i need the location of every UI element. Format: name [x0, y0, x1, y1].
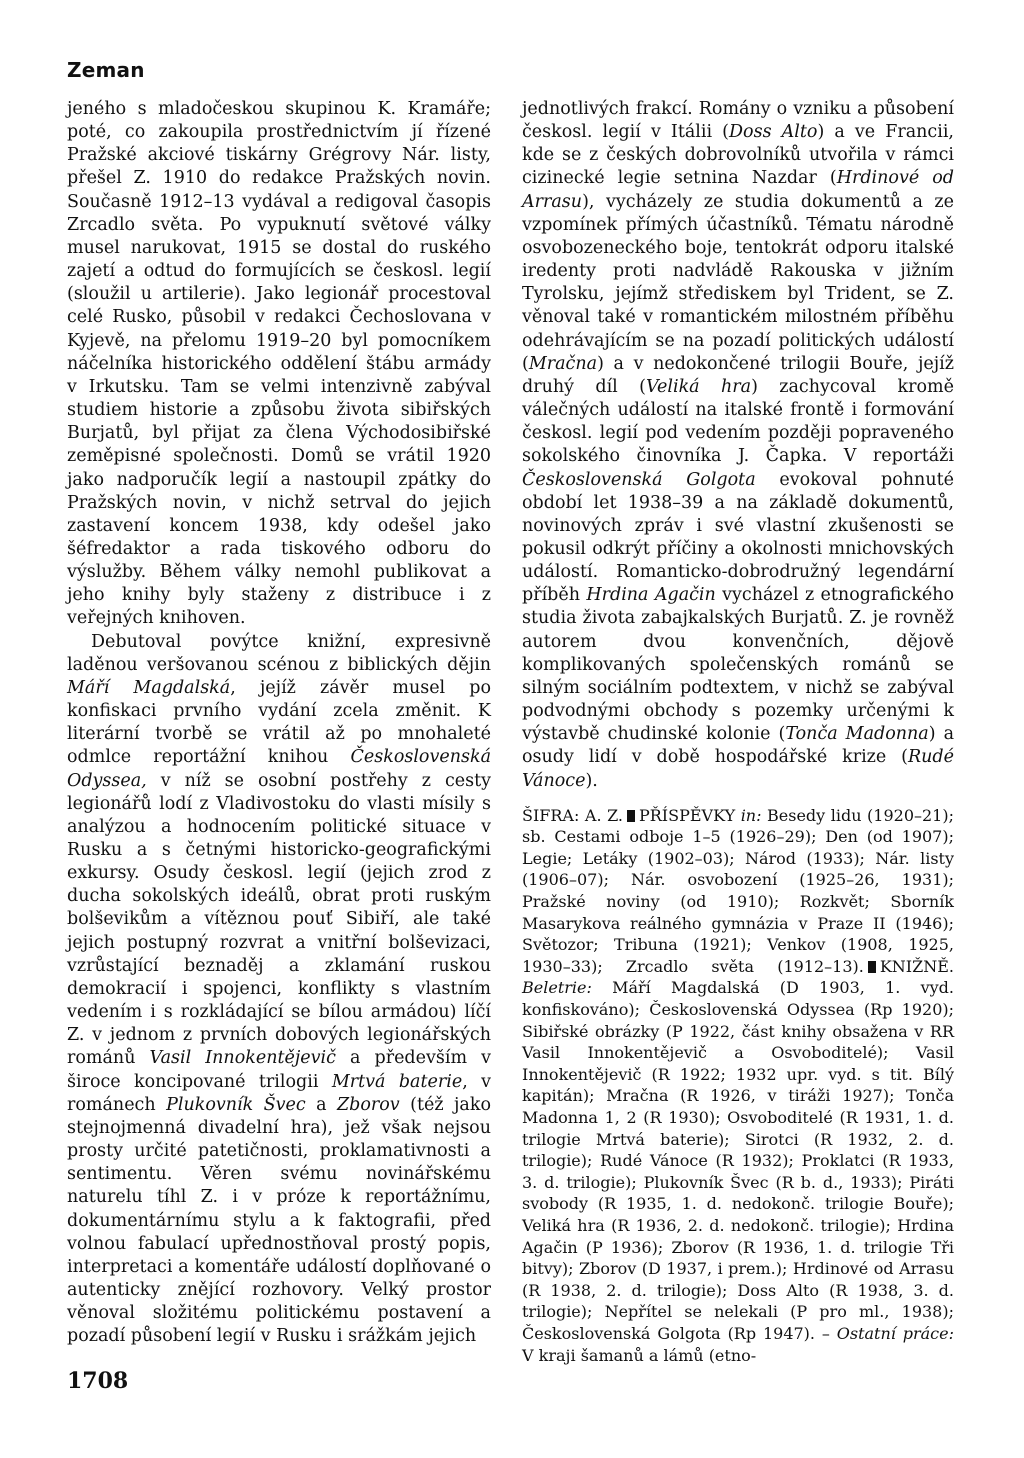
text-run: v níž se osobní postřehy z cesty legionářů lodí z Vladivostoku do vlasti mísily s analýzou a hodnocením politické situace v Rusku a s četnými historicko-geografickými exkursy. Osudy českosl. legií (jejich zrod z ducha sokolských ideálů, obrat proti ruským bolševikům a vítěznou pouť Sibiří, ale také jejich postupný rozvrat a vnitřní bolševizaci, vzrůstající beznaděj a zklamání ruskou demokracií i spojenci, konflikty s vlastním vedením i s rozkládající se bílou armádou) líčí Z. v jednom z prvních dobových legionářských románů [67, 770, 491, 1069]
text-run: ) a v nedokončené trilogii Bouře, jejíž druhý díl ( [522, 353, 954, 397]
text-run: a především v široce koncipované trilogii [67, 1048, 491, 1092]
italic-text: Hrdinové od Arrasu [522, 168, 954, 212]
italic-text: Hrdina Agačin [586, 585, 716, 606]
running-head: Zeman [67, 58, 145, 82]
italic-text: Doss Alto [729, 122, 818, 143]
text-run: ) a ve Francii, kde se z českých dobrovolníků utvořila v rámci cizinecké legie setnina Nazdar ( [522, 122, 954, 189]
italic-text: Vasil Innokentějevič [149, 1048, 336, 1069]
italic-text: Beletrie: [522, 978, 592, 998]
text-run: evokoval pohnuté období let 1938–39 a na základě dokumentů, novinových zpráv i své vlastní zkušenosti se pokusil odkrýt příčiny a okolnosti mnichovských událostí. Romanticko-dobrodružný legendární příběh [522, 469, 954, 606]
italic-text: Ostatní práce: [836, 1323, 954, 1343]
italic-text: Mrtvá baterie [331, 1071, 463, 1092]
italic-text: Rudé Vánoce [522, 747, 954, 791]
text-run: KNIŽNĚ. [879, 956, 954, 976]
italic-text: Máří Magdalská [67, 677, 231, 698]
left-column [67, 98, 491, 1348]
text-run: (též jako stejnojmenná divadelní hra), jež však nejsou prosty určité patetičnosti, proklamativnosti a sentimentu. Věren svému novinářskému naturelu tíhl Z. i v próze k reportážnímu, dokumentárnímu stylu a k faktografii, před volnou fabulací upřednostňoval prostý popis, interpretaci a komentáře událostí doplňované o autenticky znějící rozhovory. Velký prostor věnoval složitému politickému postavení a pozadí působení legií v Rusku i srážkám jejich [67, 1094, 491, 1347]
italic-text: Plukovník Švec [166, 1094, 306, 1115]
text-run: ), vycházely ze studia dokumentů a ze vzpomínek přímých účastníků. Tématu národně osvobozeneckého boje, tentokrát odporu italské iredenty proti nadvládě Rakouska v jižním Tyrolsku, jejímž střediskem byl Trident, se Z. věnoval také v romantickém milostném příběhu odehrávajícím se na pozadí politických událostí ( [522, 191, 954, 374]
text-run: jednotlivých frakcí. Romány o vzniku a působení českosl. legií v Itálii ( [522, 99, 954, 143]
italic-text: Veliká hra [645, 376, 752, 397]
text-run: , jejíž závěr musel po konfiskaci prvního vydání zcela změnit. K literární tvorbě se vrátil až po mnohaleté odmlce reportážní knihou [67, 677, 491, 768]
italic-text: in: [740, 805, 762, 825]
italic-text: Československá Golgota [522, 469, 756, 490]
section-marker-icon [627, 810, 635, 822]
right-column [522, 98, 954, 1366]
page-number: 1708 [67, 1368, 129, 1394]
italic-text: Zborov [337, 1094, 400, 1115]
paragraph-work [67, 631, 491, 1349]
italic-text: Mračna [528, 353, 598, 374]
text-run: a [305, 1094, 337, 1115]
italic-text: Tonča Madonna [785, 724, 929, 745]
text-run: Máří Magdalská (D 1903, 1. vyd. konfiskováno); Československá Odyssea (Rp 1920); Sibiřské obrázky (P 1922, část knihy obsažena v RR Vasil Innokentějevič a Osvoboditelé); Vasil Innokentějevič (R 1922; 1932 upr. vyd. s tit. Bílý kapitán); Mračna (R 1926, v tiráži 1927); Tonča Madonna 1, 2 (R 1930); Osvoboditelé (R 1931, 1. d. trilogie Mrtvá baterie); Sirotci (R 1932, 2. d. trilogie); Rudé Vánoce (R 1932); Proklatci (R 1933, 3. d. trilogie); Plukovník Švec (R b. d., 1933); Piráti svobody (R 1935, 1. d. nedokonč. trilogie Bouře); Veliká hra (R 1936, 2. d. nedokonč. trilogie); Hrdina Agačin (P 1936); Zborov (R 1936, 1. d. trilogie Tři bitvy); Zborov (D 1937, i prem.); Hrdinové od Arrasu (R 1938, 2. d. trilogie); Doss Alto (R 1938, 3. d. trilogie); Nepřítel se nelekali (P pro ml., 1938); Československá Golgota (Rp 1947). – [522, 978, 954, 1343]
text-run: ŠIFRA: A. Z. [522, 805, 623, 825]
text-run: , v románech [67, 1071, 492, 1115]
text-run: PŘÍSPĚVKY [638, 805, 741, 825]
paragraph-career: jeného s mladočeskou skupinou K. Kramáře; poté, co zakoupila prostřednictvím jí řízené Pražské akciové tiskárny Grégrovy Nár. listy, přešel Z. 1910 do redakce Pražských novin. Současně 1912–13 vydával a redigoval časopis Zrcadlo světa. Po vypuknutí světové války musel narukovat, 1915 se dostal do ruského zajetí a odtud do formujících se českosl. legií (sloužil u artilerie). Jako legionář procestoval celé Rusko, působil v redakci Čechoslovana v Kyjevě, na přelomu 1919–20 byl pomocníkem náčelníka historického oddělení štábu armády v Irkutsku. Tam se velmi intenzivně zabýval studiem historie a způsobu života sibiřských Burjatů, byl přijat za člena Východosibiřské zeměpisné společnosti. Domů se vrátil 1920 jako nadporučík legií a nastoupil zpátky do Pražských novin, v nichž setrval do jejich zastavení koncem 1938, kdy odešel jako šéfredaktor a rada tiskového odboru do výslužby. Během války nemohl publikovat a jeho knihy byly staženy z distribuce i z veřejných knihoven. [67, 99, 491, 629]
text-run: Besedy lidu (1920–21); sb. Cestami odboje 1–5 (1926–29); Den (od 1907); Legie; Letáky (1902–03); Národ (1933); Nár. listy (1906–07); Nár. osvobození (1925–26, 1931); Pražské noviny (od 1910); Rozkvět; Sborník Masarykova reálného gymnázia v Praze II (1946); Světozor; Tribuna (1921); Venkov (1908, 1925, 1930–33); Zrcadlo světa (1912–13). [522, 805, 954, 976]
text-run: Debutoval povýtce knižní, expresivně laděnou veršovanou scénou z biblických dějin [67, 631, 491, 675]
italic-text: Československá Odyssea, [67, 747, 491, 791]
text-run: vycházel z etnografického studia života zabajkalských Burjatů. Z. je rovněž autorem dvou konvenčních, dějově komplikovaných společenských románů se silným sociálním podtextem, v nichž se zabýval podvodnými obchody s pozemky určenými k výstavbě chudinské kolonie ( [522, 585, 954, 745]
paragraph-work-continued [522, 98, 954, 793]
section-marker-icon [868, 961, 876, 973]
text-run: ) zachycoval kromě válečných událostí na italské frontě i formování českosl. legií pod vedením později popraveného sokolského činovníka J. Čapka. V reportáži [522, 376, 954, 467]
text-run: ) a osudy lidí v době hospodářské krize ( [522, 724, 955, 768]
text-run: V kraji šamanů a lámů (etno- [522, 1345, 757, 1365]
text-run: ). [585, 770, 598, 791]
bibliography [522, 805, 954, 1366]
